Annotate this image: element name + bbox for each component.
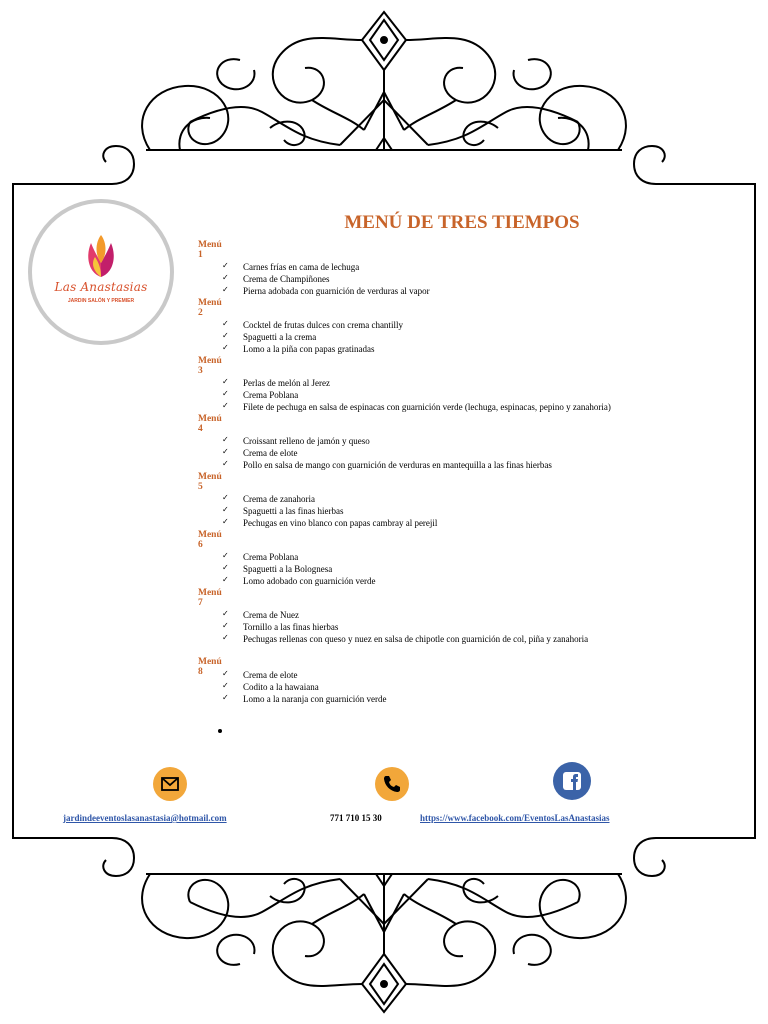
bottom-ornament — [0, 836, 768, 1024]
check-icon: ✓ — [222, 517, 229, 526]
page-title: MENÚ DE TRES TIEMPOS — [344, 212, 580, 233]
menu-heading: Menú 5 — [198, 472, 222, 492]
list-item-text: Crema Poblana — [243, 552, 299, 562]
menu-heading: Menú 1 — [198, 240, 222, 260]
frame-left-edge — [12, 184, 14, 838]
list-item-text: Filete de pechuga en salsa de espinacas con guarnición verde (lechuga, espinacas, pepino y zanahoria) — [243, 402, 611, 412]
list-item-text: Lomo adobado con guarnición verde — [243, 576, 376, 586]
list-item-text: Cocktel de frutas dulces con crema chantilly — [243, 320, 403, 330]
phone-number: 771 710 15 30 — [330, 813, 382, 823]
list-item-text: Perlas de melón al Jerez — [243, 378, 330, 388]
check-icon: ✓ — [222, 493, 229, 502]
check-icon: ✓ — [222, 633, 229, 642]
menu-heading: Menú 8 — [198, 657, 222, 677]
check-icon: ✓ — [222, 621, 229, 630]
phone-icon[interactable] — [375, 767, 409, 801]
check-icon: ✓ — [222, 551, 229, 560]
flower-icon — [79, 233, 123, 279]
logo-name: Las Anastasias — [54, 280, 148, 294]
list-item-text: Croissant relleno de jamón y queso — [243, 436, 370, 446]
list-item-text: Crema de elote — [243, 670, 298, 680]
mail-icon[interactable] — [153, 767, 187, 801]
check-icon: ✓ — [222, 447, 229, 456]
list-item-text: Crema de zanahoria — [243, 494, 315, 504]
list-item-text: Lomo a la naranja con guarnición verde — [243, 694, 387, 704]
top-ornament — [0, 0, 768, 190]
check-icon: ✓ — [222, 343, 229, 352]
list-item-text: Pechugas en vino blanco con papas cambray al perejil — [243, 518, 438, 528]
facebook-link[interactable]: https://www.facebook.com/EventosLasAnastasias — [420, 813, 610, 823]
check-icon: ✓ — [222, 459, 229, 468]
check-icon: ✓ — [222, 285, 229, 294]
check-icon: ✓ — [222, 669, 229, 678]
list-item-text: Crema de Nuez — [243, 610, 299, 620]
check-icon: ✓ — [222, 273, 229, 282]
list-item-text: Lomo a la piña con papas gratinadas — [243, 344, 375, 354]
check-icon: ✓ — [222, 331, 229, 340]
list-item-text: Spaguetti a la crema — [243, 332, 317, 342]
frame-right-edge — [754, 184, 756, 838]
las-anastasias-logo — [28, 199, 174, 345]
list-item-text: Crema de Champiñones — [243, 274, 330, 284]
menu-heading: Menú 3 — [198, 356, 222, 376]
menu-heading: Menú 4 — [198, 414, 222, 434]
check-icon: ✓ — [222, 319, 229, 328]
list-item-text: Pollo en salsa de mango con guarnición de verduras en mantequilla a las finas hierbas — [243, 460, 552, 470]
check-icon: ✓ — [222, 505, 229, 514]
check-icon: ✓ — [222, 563, 229, 572]
facebook-icon[interactable] — [553, 762, 591, 800]
menu-heading: Menú 2 — [198, 298, 222, 318]
check-icon: ✓ — [222, 377, 229, 386]
check-icon: ✓ — [222, 681, 229, 690]
email-link[interactable]: jardindeeventoslasanastasia@hotmail.com — [63, 813, 227, 823]
list-item-text: Carnes frías en cama de lechuga — [243, 262, 360, 272]
list-item-text: Spaguetti a las finas hierbas — [243, 506, 344, 516]
list-item-text: Crema de elote — [243, 448, 298, 458]
list-item-text: Pechugas rellenas con queso y nuez en salsa de chipotle con guarnición de col, piña y zanahoria — [243, 634, 589, 644]
check-icon: ✓ — [222, 401, 229, 410]
check-icon: ✓ — [222, 693, 229, 702]
list-item-text: Pierna adobada con guarnición de verduras al vapor — [243, 286, 430, 296]
list-item-text: Codito a la hawaiana — [243, 682, 319, 692]
list-item-text: Spaguetti a la Bolognesa — [243, 564, 333, 574]
menu-heading: Menú 6 — [198, 530, 222, 550]
check-icon: ✓ — [222, 389, 229, 398]
check-icon: ✓ — [222, 575, 229, 584]
menu-heading: Menú 7 — [198, 588, 222, 608]
check-icon: ✓ — [222, 261, 229, 270]
logo-tagline: JARDIN SALÓN Y PREMIER — [67, 298, 135, 304]
check-icon: ✓ — [222, 435, 229, 444]
empty-bullet — [218, 729, 222, 733]
list-item-text: Crema Poblana — [243, 390, 299, 400]
check-icon: ✓ — [222, 609, 229, 618]
list-item-text: Tornillo a las finas hierbas — [243, 622, 339, 632]
